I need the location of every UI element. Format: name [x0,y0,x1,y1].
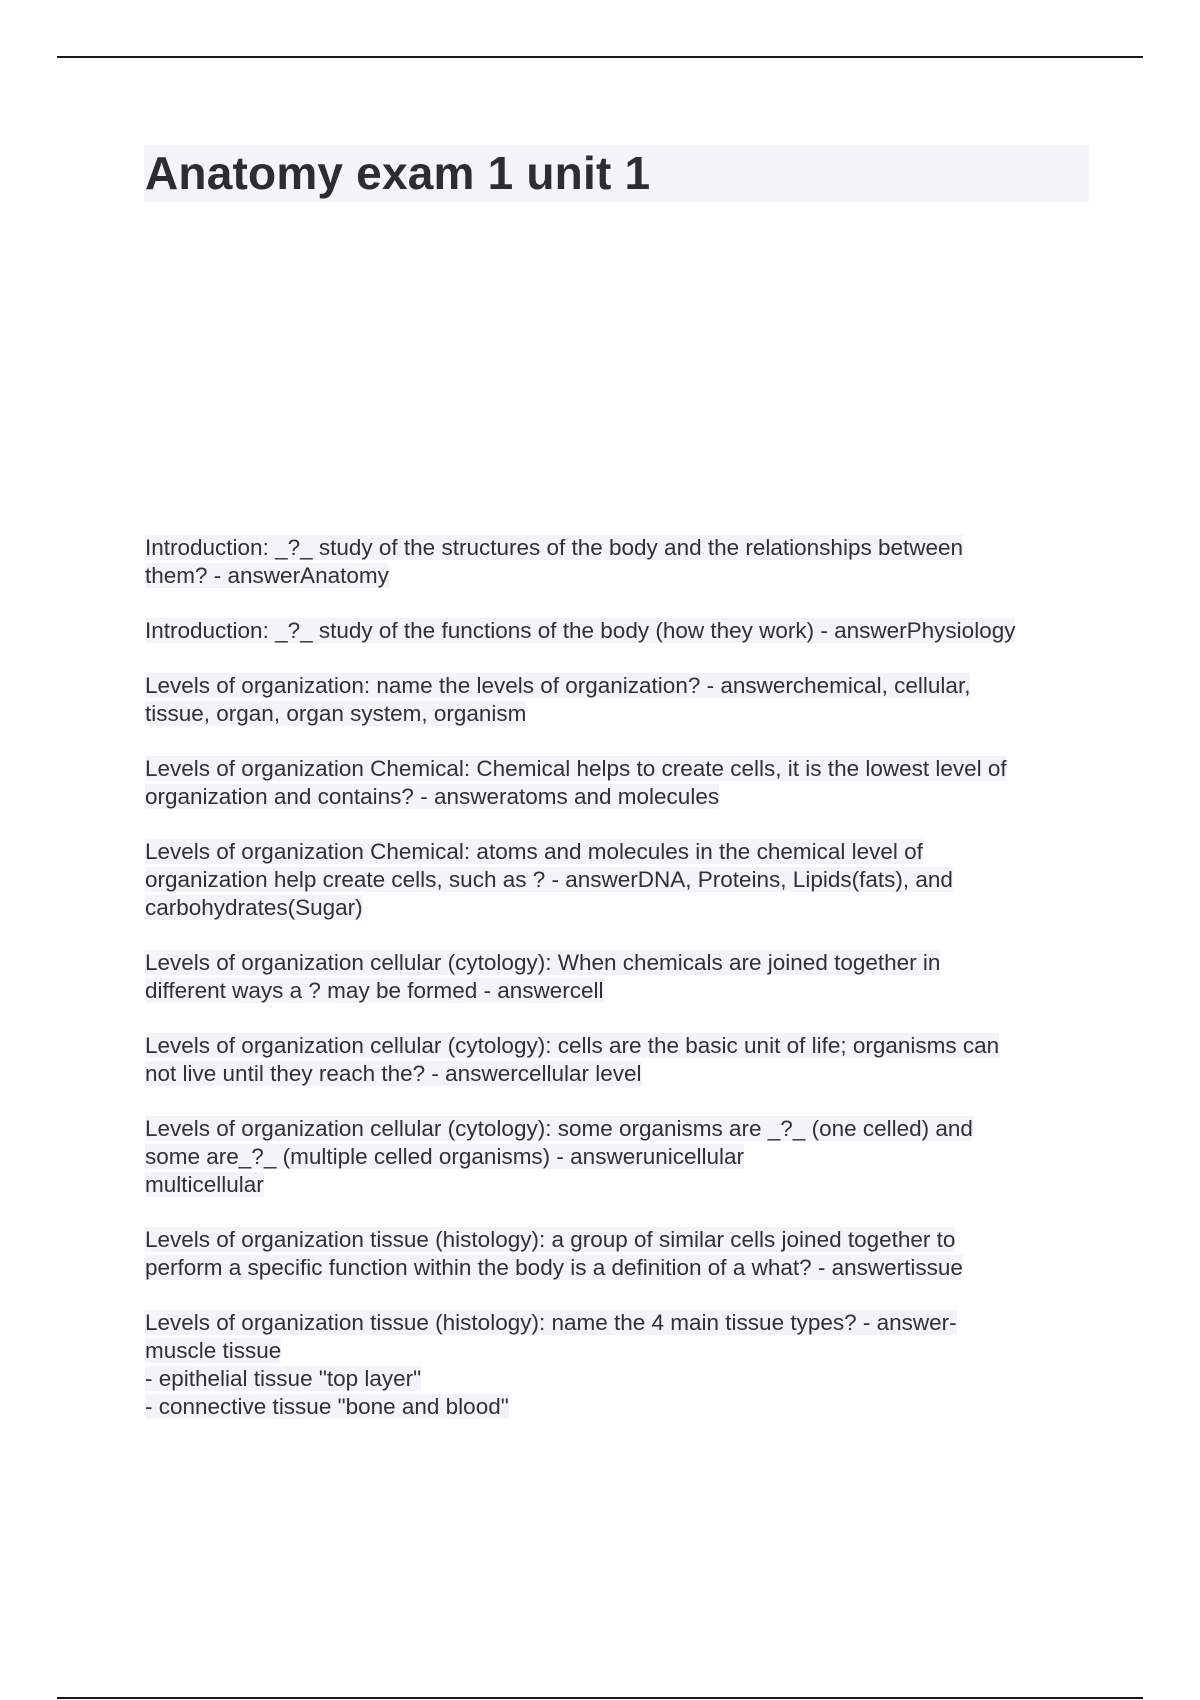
qa-text: Levels of organization: name the levels of organization? - answerchemical, cellular, tissue, organ, organ system, organism [145,673,971,726]
qa-item-3 [145,672,1090,728]
document-title: Anatomy exam 1 unit 1 [145,147,651,199]
bottom-rule [57,1697,1143,1699]
qa-list [145,534,1090,1448]
qa-text: Levels of organization cellular (cytology): cells are the basic unit of life; organisms can not live until they reach the? - answercellular level [145,1033,1000,1086]
qa-item-1 [145,534,1090,590]
qa-text: Levels of organization Chemical: Chemical helps to create cells, it is the lowest level of organization and contains? - answeratoms and molecules [145,756,1007,809]
qa-text: Levels of organization tissue (histology): a group of similar cells joined together to perform a specific function within the body is a definition of a what? - answertissue [145,1227,963,1280]
qa-item-4 [145,755,1090,811]
top-rule [57,56,1143,58]
qa-text: Levels of organization tissue (histology): name the 4 main tissue types? - answer- muscle tissue - epithelial tissue "top layer" - connective tissue "bone and blood" [145,1310,957,1419]
qa-text: Levels of organization cellular (cytology): When chemicals are joined together in different ways a ? may be formed - answercell [145,950,941,1003]
qa-item-5 [145,838,1090,922]
qa-item-8 [145,1115,1090,1199]
qa-text: Introduction: _?_ study of the functions of the body (how they work) - answerPhysiology [145,618,1016,643]
qa-item-10 [145,1309,1090,1421]
qa-item-2 [145,617,1090,645]
qa-item-7 [145,1032,1090,1088]
qa-text: Levels of organization cellular (cytology): some organisms are _?_ (one celled) and some are_?_ (multiple celled organisms) - answerunicellular multicellular [145,1116,973,1197]
qa-item-9 [145,1226,1090,1282]
qa-text: Introduction: _?_ study of the structures of the body and the relationships between them? - answerAnatomy [145,535,964,588]
qa-text: Levels of organization Chemical: atoms and molecules in the chemical level of organization help create cells, such as ? - answerDNA, Proteins, Lipids(fats), and carbohydrates(Sugar) [145,839,953,920]
qa-item-6 [145,949,1090,1005]
